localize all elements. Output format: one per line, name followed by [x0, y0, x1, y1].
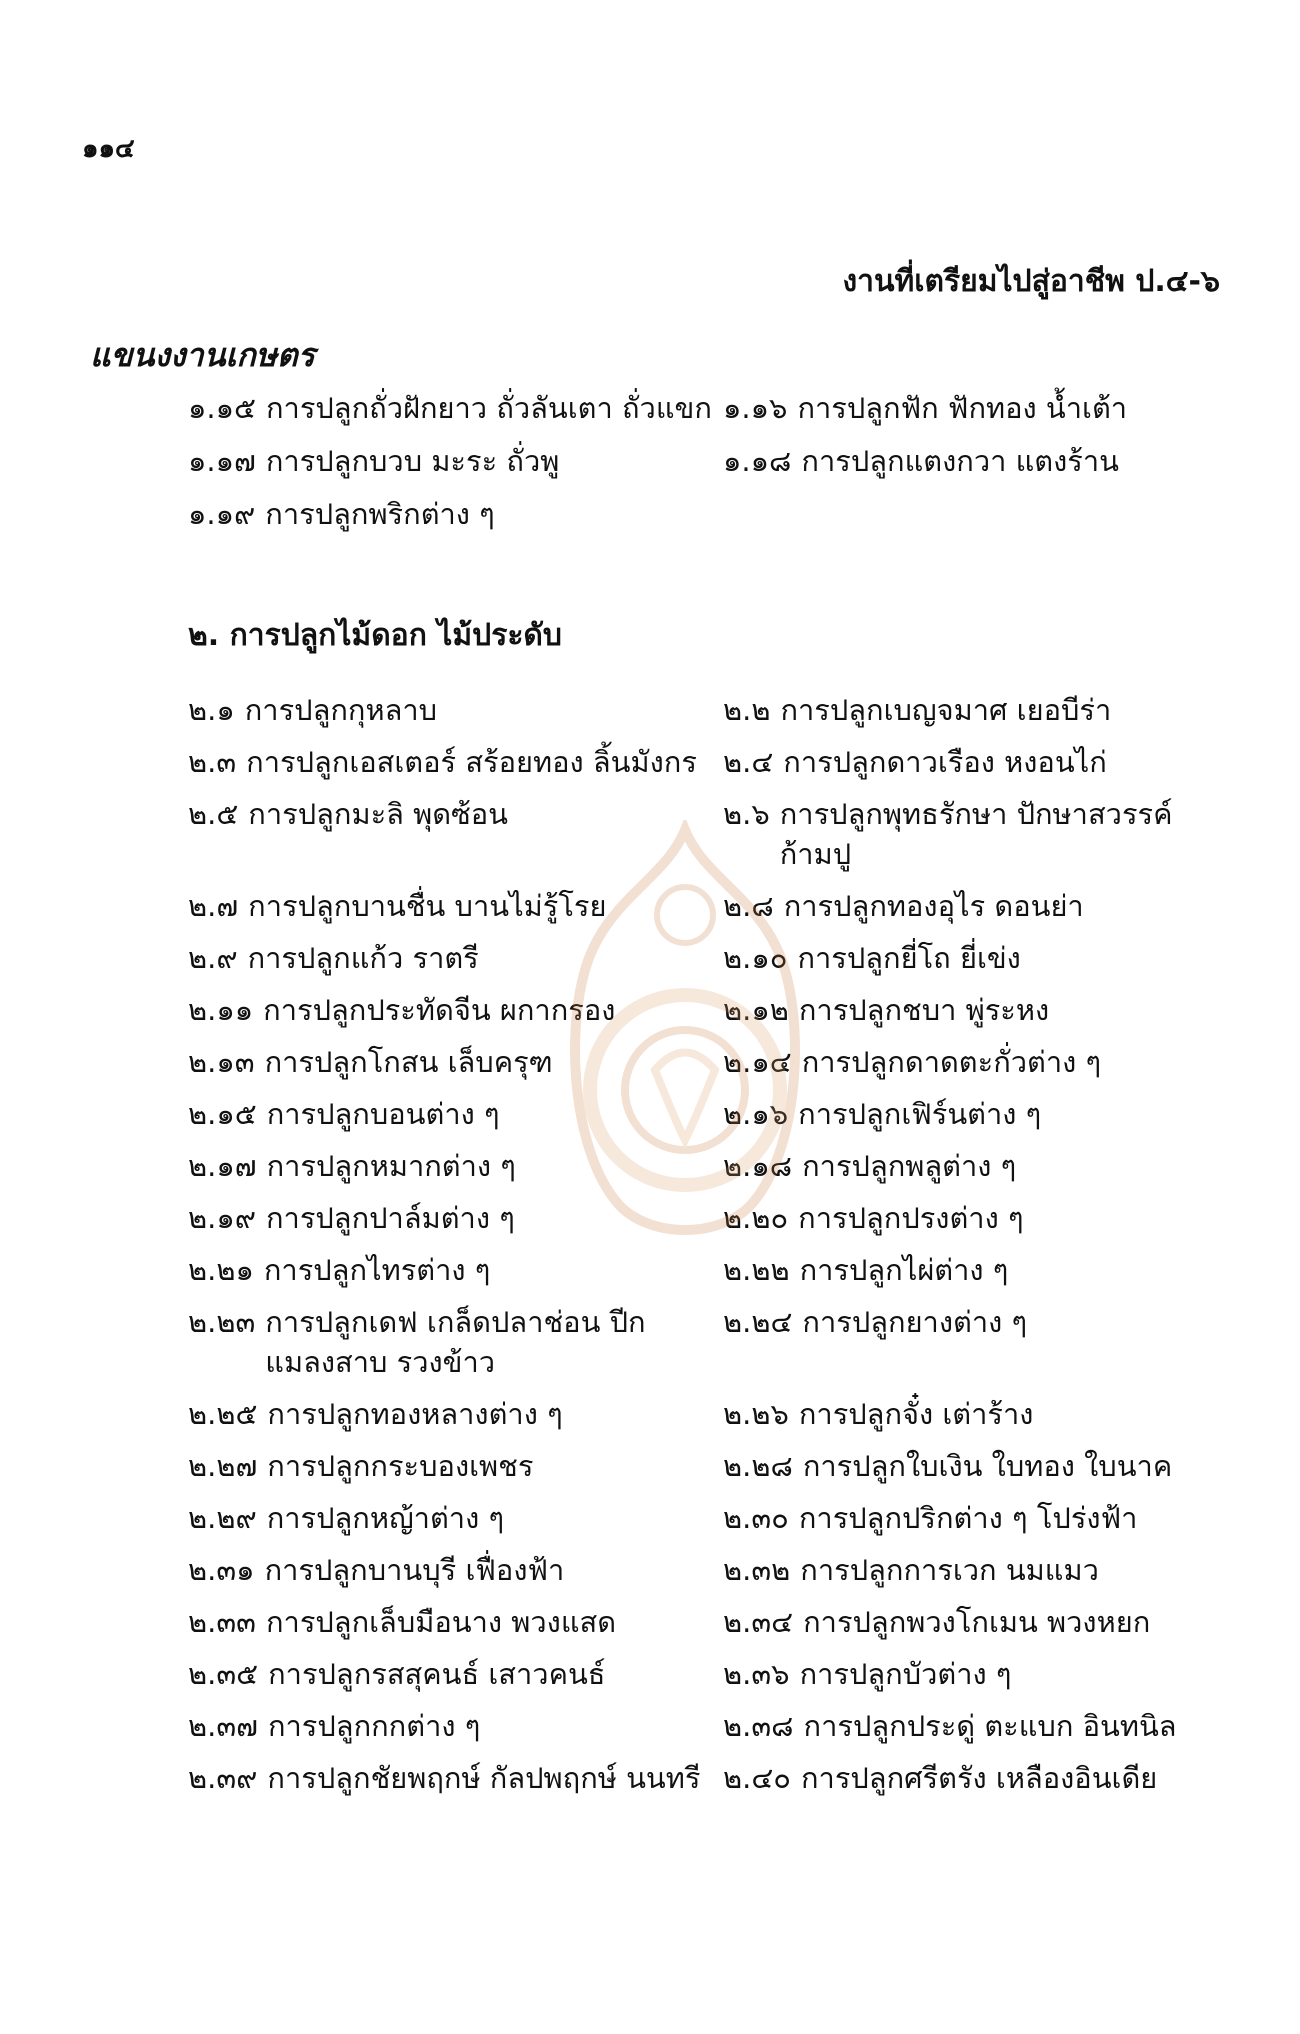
- list-row: [188, 1550, 1238, 1590]
- running-header-title: งานที่เตรียมไปสู่อาชีพ ป.๔-๖: [842, 264, 1220, 299]
- list-item: [723, 1602, 1238, 1642]
- list-item: [188, 1302, 723, 1382]
- section-heading: ๒. การปลูกไม้ดอก ไม้ประดับ: [188, 618, 562, 653]
- item-text: การปลูกทองอุไร ดอนย่า: [783, 889, 1084, 923]
- list-row: [188, 690, 1238, 730]
- item-text: การปลูกพริกต่าง ๆ: [265, 497, 495, 531]
- item-text: การปลูกบานบุรี เฟื่องฟ้า: [264, 1553, 565, 1587]
- item-text: [733, 494, 1238, 534]
- item-number: ๒.๑๒: [723, 993, 789, 1027]
- item-text: การปลูกชบา พู่ระหง: [798, 993, 1050, 1027]
- item-number: ๒.๑๖: [723, 1097, 789, 1131]
- item-text: การปลูกบานชื่น บานไม่รู้โรย: [248, 889, 607, 923]
- item-number: ๒.๒๑: [188, 1253, 254, 1287]
- item-text: การปลูกพุทธรักษา ปักษาสวรรค์ ก้ามปู: [779, 797, 1173, 871]
- item-text: การปลูกปรงต่าง ๆ: [798, 1201, 1024, 1235]
- item-number: ๒.๒: [723, 693, 771, 727]
- list-item: [723, 1302, 1238, 1382]
- item-number: ๒.๒๙: [188, 1501, 257, 1535]
- item-text: การปลูกถั่วฝักยาว ถั่วลันเตา ถั่วแขก: [265, 391, 712, 425]
- item-number: ๒.๓๑: [188, 1553, 255, 1587]
- item-number: ๒.๓๔: [723, 1605, 794, 1639]
- item-text: การปลูกบวบ มะระ ถั่วพู: [265, 444, 560, 478]
- item-text: การปลูกชัยพฤกษ์ กัลปพฤกษ์ นนทรี: [267, 1761, 701, 1795]
- item-text: การปลูกพวงโกเมน พวงหยก: [803, 1605, 1151, 1639]
- item-text: การปลูกการเวก นมแมว: [800, 1553, 1099, 1587]
- page-number: ๑๑๔: [82, 134, 135, 164]
- item-text: การปลูกยี่โถ ยี่เข่ง: [797, 941, 1021, 975]
- item-text: การปลูกเล็บมือนาง พวงแสด: [265, 1605, 617, 1639]
- item-text: การปลูกประดู่ ตะแบก อินทนิล: [803, 1709, 1177, 1743]
- item-text: การปลูกพลูต่าง ๆ: [802, 1149, 1017, 1183]
- list-row: [188, 1706, 1238, 1746]
- list-row: [188, 1654, 1238, 1694]
- item-text: การปลูกหมากต่าง ๆ: [266, 1149, 516, 1183]
- item-number: ๒.๑๗: [188, 1149, 257, 1183]
- item-number: ๒.๓๙: [188, 1761, 258, 1795]
- list-item: [723, 1550, 1238, 1590]
- item-text: การปลูกแก้ว ราตรี: [247, 941, 479, 975]
- item-text: การปลูกดาดตะกั่วต่าง ๆ: [801, 1045, 1102, 1079]
- item-text: การปลูกกุหลาบ: [244, 693, 438, 727]
- item-number: ๒.๒๖: [723, 1397, 789, 1431]
- list-item: [188, 690, 723, 730]
- list-item: [188, 1654, 723, 1694]
- item-text: การปลูกมะลิ พุดซ้อน: [248, 797, 509, 831]
- list-item: [188, 1550, 723, 1590]
- item-text: การปลูกฟัก ฟักทอง น้ำเต้า: [797, 391, 1128, 425]
- item-text: การปลูกกระบองเพชร: [267, 1449, 534, 1483]
- item-number: ๒.๓๓: [188, 1605, 256, 1639]
- section-label: แขนงงานเกษตร: [90, 336, 315, 374]
- list-item: [723, 1498, 1238, 1538]
- item-number: ๑.๑๙: [188, 497, 256, 531]
- item-number: ๒.๓๐: [723, 1501, 789, 1535]
- list-item: [188, 1394, 723, 1434]
- item-number: ๑.๑๕: [188, 391, 256, 425]
- list-item: [188, 1602, 723, 1642]
- item-text: การปลูกหญ้าต่าง ๆ: [266, 1501, 505, 1535]
- item-number: ๒.๕: [188, 797, 239, 831]
- item-number: ๒.๓๖: [723, 1657, 790, 1691]
- item-text: การปลูกศรีตรัง เหลืองอินเดีย: [800, 1761, 1158, 1795]
- item-number: ๑.๑๖: [723, 391, 788, 425]
- item-number: ๒.๑๓: [188, 1045, 255, 1079]
- seal-watermark: [545, 820, 825, 1260]
- item-number: ๑.๑๘: [723, 444, 792, 478]
- item-number: ๒.๘: [723, 889, 774, 923]
- item-text: การปลูกแตงกวา แตงร้าน: [801, 444, 1119, 478]
- item-number: ๒.๒๔: [723, 1305, 793, 1339]
- item-number: ๒.๒๘: [723, 1449, 793, 1483]
- list-item: [188, 1706, 723, 1746]
- item-text: การปลูกเอสเตอร์ สร้อยทอง ลิ้นมังกร: [246, 745, 697, 779]
- list-item: [723, 494, 1238, 534]
- list-row: [188, 1302, 1238, 1382]
- item-text: การปลูกทองหลางต่าง ๆ: [267, 1397, 563, 1431]
- item-text: การปลูกกกต่าง ๆ: [267, 1709, 481, 1743]
- list-row: [188, 1602, 1238, 1642]
- list-item: [723, 1446, 1238, 1486]
- list-item: [188, 742, 723, 782]
- item-text: การปลูกเฟิร์นต่าง ๆ: [798, 1097, 1042, 1131]
- list-row: [188, 441, 1238, 481]
- list-item: [723, 441, 1238, 481]
- item-number: ๒.๓๒: [723, 1553, 791, 1587]
- item-number: [723, 494, 733, 534]
- list-item: [188, 494, 723, 534]
- item-number: ๒.๙: [188, 941, 238, 975]
- item-text: การปลูกบัวต่าง ๆ: [799, 1657, 1012, 1691]
- item-number: ๒.๑๘: [723, 1149, 793, 1183]
- item-text: การปลูกปริกต่าง ๆ โปร่งฟ้า: [798, 1501, 1138, 1535]
- item-number: ๒.๓๘: [723, 1709, 794, 1743]
- list-row: [188, 1498, 1238, 1538]
- list-item: [723, 388, 1238, 428]
- list-item: [188, 1446, 723, 1486]
- list-item: [723, 1394, 1238, 1434]
- item-text: การปลูกจั๋ง เต่าร้าง: [798, 1397, 1034, 1431]
- item-number: ๒.๓๕: [188, 1657, 259, 1691]
- item-number: ๑.๑๗: [188, 444, 256, 478]
- list-row: [188, 1446, 1238, 1486]
- item-number: ๒.๑: [188, 693, 235, 727]
- item-number: ๒.๒๐: [723, 1201, 789, 1235]
- item-number: ๒.๔๐: [723, 1761, 791, 1795]
- item-number: ๒.๒๓: [188, 1305, 256, 1339]
- item-text: การปลูกดาวเรือง หงอนไก่: [783, 745, 1107, 779]
- item-number: ๒.๑๕: [188, 1097, 257, 1131]
- item-number: ๒.๒๗: [188, 1449, 258, 1483]
- item-text: การปลูกใบเงิน ใบทอง ใบนาค: [802, 1449, 1173, 1483]
- list-row: [188, 742, 1238, 782]
- list-item: [723, 742, 1238, 782]
- list-item: [723, 1758, 1238, 1798]
- item-number: ๒.๑๔: [723, 1045, 792, 1079]
- item-number: ๒.๑๑: [188, 993, 254, 1027]
- list-item: [723, 690, 1238, 730]
- item-text: การปลูกปาล์มต่าง ๆ: [265, 1201, 515, 1235]
- item-number: ๒.๓: [188, 745, 237, 779]
- item-text: การปลูกประทัดจีน ผกากรอง: [263, 993, 616, 1027]
- item-number: ๒.๒๕: [188, 1397, 258, 1431]
- list-item: [188, 388, 723, 428]
- item-number: ๒.๗: [188, 889, 239, 923]
- item-text: การปลูกเดฟ เกล็ดปลาช่อน ปีกแมลงสาบ รวงข้าว: [265, 1305, 646, 1379]
- item-text: การปลูกรสสุคนธ์ เสาวคนธ์: [268, 1657, 606, 1691]
- item-number: ๒.๑๙: [188, 1201, 256, 1235]
- list-item: [723, 1706, 1238, 1746]
- item-number: ๒.๖: [723, 797, 770, 831]
- list-row: [188, 1758, 1238, 1798]
- list-row: [188, 494, 1238, 534]
- item-number: ๒.๑๐: [723, 941, 788, 975]
- list-item: [188, 1758, 723, 1798]
- item-text: การปลูกบอนต่าง ๆ: [266, 1097, 500, 1131]
- item-text: การปลูกโกสน เล็บครุฑ: [264, 1045, 553, 1079]
- item-text: การปลูกไผ่ต่าง ๆ: [799, 1253, 1009, 1287]
- list-row: [188, 388, 1238, 428]
- list-item: [723, 1654, 1238, 1694]
- item-number: ๒.๓๗: [188, 1709, 258, 1743]
- item-text: การปลูกเบญจมาศ เยอบีร่า: [780, 693, 1112, 727]
- group1-list: [188, 388, 1238, 547]
- item-text: การปลูกยางต่าง ๆ: [802, 1305, 1028, 1339]
- item-text: การปลูกไทรต่าง ๆ: [263, 1253, 491, 1287]
- item-number: ๒.๔: [723, 745, 774, 779]
- item-number: ๒.๒๒: [723, 1253, 790, 1287]
- list-item: [188, 441, 723, 481]
- list-item: [188, 1498, 723, 1538]
- list-row: [188, 1394, 1238, 1434]
